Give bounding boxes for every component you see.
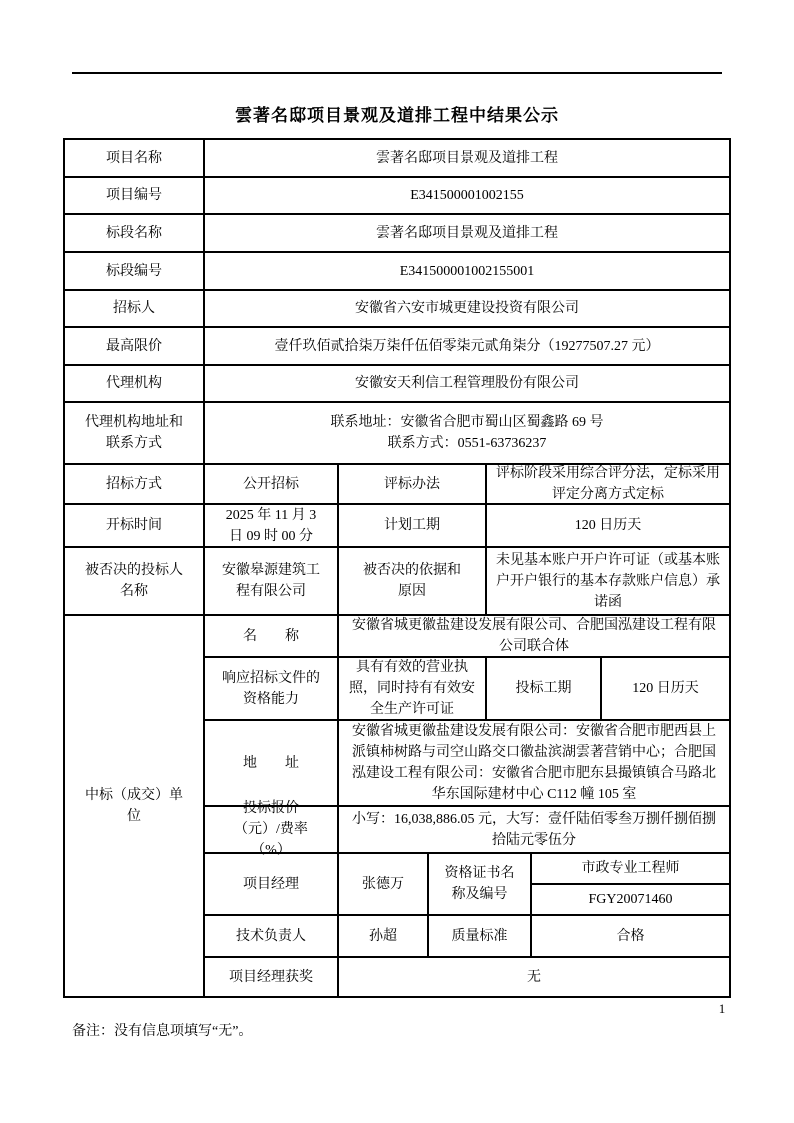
row-winner-name xyxy=(205,616,729,658)
bid-duration-value: 120 日历天 xyxy=(602,658,729,721)
bid-price-value: 小写：16,038,886.05 元，大写：壹仟陆佰零叁万捌仟捌佰捌拾陆元零伍分 xyxy=(339,807,729,854)
winner-name-value: 安徽省城更徽盐建设发展有限公司、合肥国泓建设工程有限公司联合体 xyxy=(339,616,729,658)
tenderee-value: 安徽省六安市城更建设投资有限公司 xyxy=(205,291,729,328)
project-manager-value: 张德万 xyxy=(339,854,429,916)
bid-opening-time-label: 开标时间 xyxy=(65,505,205,548)
pm-awards-value: 无 xyxy=(527,969,541,985)
project-name-value: 雲著名邸项目景观及道排工程 xyxy=(205,140,729,178)
winner-address-value: 安徽省城更徽盐建设发展有限公司：安徽省合肥市肥西县上派镇柿树路与司空山路交口徽盐滨湖雲著营销中心；合肥国泓建设工程有限公司：安徽省合肥市肥东县撮镇镇合马路北华东国际建材中心 C112 幢 105 室 xyxy=(339,721,729,807)
page-title: 雲著名邸项目景观及道排工程中结果公示 xyxy=(235,106,559,125)
evaluation-method-value: 评标阶段采用综合评分法，定标采用评定分离方式定标 xyxy=(487,465,729,505)
section-no-label: 标段编号 xyxy=(65,253,205,291)
winner-address-label: 地 址 xyxy=(205,721,339,807)
row-agency xyxy=(65,366,729,403)
agency-value: 安徽安天利信工程管理股份有限公司 xyxy=(205,366,729,403)
tenderee-label: 招标人 xyxy=(65,291,205,328)
certificate-name: 市政专业工程师 xyxy=(532,854,729,885)
section-name-value: 雲著名邸项目景观及道排工程 xyxy=(205,215,729,253)
row-tenderee xyxy=(65,291,729,328)
row-project-manager xyxy=(205,854,729,916)
row-ceiling-price xyxy=(65,328,729,366)
tender-method-value: 公开招标 xyxy=(205,465,339,505)
row-bid-price xyxy=(205,801,729,858)
certificate-label: 资格证书名称及编号 xyxy=(429,854,532,916)
agency-contact-phone: 联系方式：0551-63736237 xyxy=(387,436,547,451)
tech-lead-value: 孙超 xyxy=(339,916,429,958)
row-project-name xyxy=(65,140,729,178)
rejection-reason-label: 被否决的依据和原因 xyxy=(339,548,487,616)
section-name-label: 标段名称 xyxy=(65,215,205,253)
winner-name-label: 名 称 xyxy=(205,616,339,658)
planned-duration-label: 计划工期 xyxy=(339,505,487,548)
tender-method-label: 招标方式 xyxy=(65,465,205,505)
remark-note: 备注：没有信息项填写“无”。 xyxy=(72,1024,253,1039)
agency-label: 代理机构 xyxy=(65,366,205,403)
rejection-reason-value: 未见基本账户开户许可证（或基本账户开户银行的基本存款账户信息）承诺函 xyxy=(487,548,729,616)
winner-details xyxy=(205,616,729,996)
row-rejected-bidder xyxy=(65,548,729,616)
section-no-value: E341500001002155001 xyxy=(205,253,729,291)
row-tender-method xyxy=(65,465,729,505)
planned-duration-value: 120 日历天 xyxy=(487,505,729,548)
row-pm-awards xyxy=(205,958,729,996)
header-rule xyxy=(72,72,722,74)
row-tech-lead xyxy=(205,916,729,958)
agency-contact-label: 代理机构地址和联系方式 xyxy=(65,403,205,465)
tech-lead-label: 技术负责人 xyxy=(205,916,339,958)
quality-standard-label: 质量标准 xyxy=(429,916,532,958)
winner-qualification-value: 具有有效的营业执照，同时持有有效安全生产许可证 xyxy=(339,658,487,721)
bid-duration-label: 投标工期 xyxy=(487,658,602,721)
winner-section-label: 中标（成交）单位 xyxy=(65,616,205,996)
winner-section xyxy=(65,616,729,996)
bid-price-label: 投标报价（元）/费率（%） xyxy=(205,807,339,854)
agency-contact-address: 联系地址：安徽省合肥市蜀山区蜀鑫路 69 号 xyxy=(330,415,604,430)
quality-standard-value: 合格 xyxy=(532,916,729,958)
project-name-label: 项目名称 xyxy=(65,140,205,178)
agency-contact-value xyxy=(205,403,729,465)
project-no-label: 项目编号 xyxy=(65,178,205,215)
row-winner-address xyxy=(205,721,729,807)
row-agency-contact xyxy=(65,403,729,465)
page-number: 1 xyxy=(718,1001,726,1016)
row-project-no xyxy=(65,178,729,215)
rejected-bidder-value: 安徽皋源建筑工程有限公司 xyxy=(205,548,339,616)
row-section-no xyxy=(65,253,729,291)
row-bid-opening xyxy=(65,505,729,548)
row-section-name xyxy=(65,215,729,253)
winner-qualification-label: 响应招标文件的资格能力 xyxy=(205,658,339,721)
evaluation-method-label: 评标办法 xyxy=(339,465,487,505)
rejected-bidder-label: 被否决的投标人名称 xyxy=(65,548,205,616)
project-no-value: E341500001002155 xyxy=(205,178,729,215)
pm-awards-label: 项目经理获奖 xyxy=(205,958,339,996)
certificate-value xyxy=(532,854,729,916)
bid-opening-time-value: 2025 年 11 月 3 日 09 时 00 分 xyxy=(205,505,339,548)
ceiling-price-label: 最高限价 xyxy=(65,328,205,366)
certificate-number: FGY20071460 xyxy=(588,892,673,907)
ceiling-price-value: 壹仟玖佰贰拾柒万柒仟伍佰零柒元贰角柒分（19277507.27 元） xyxy=(205,328,729,366)
announcement-table xyxy=(63,138,731,998)
project-manager-label: 项目经理 xyxy=(205,854,339,916)
row-winner-qualification xyxy=(205,658,729,721)
